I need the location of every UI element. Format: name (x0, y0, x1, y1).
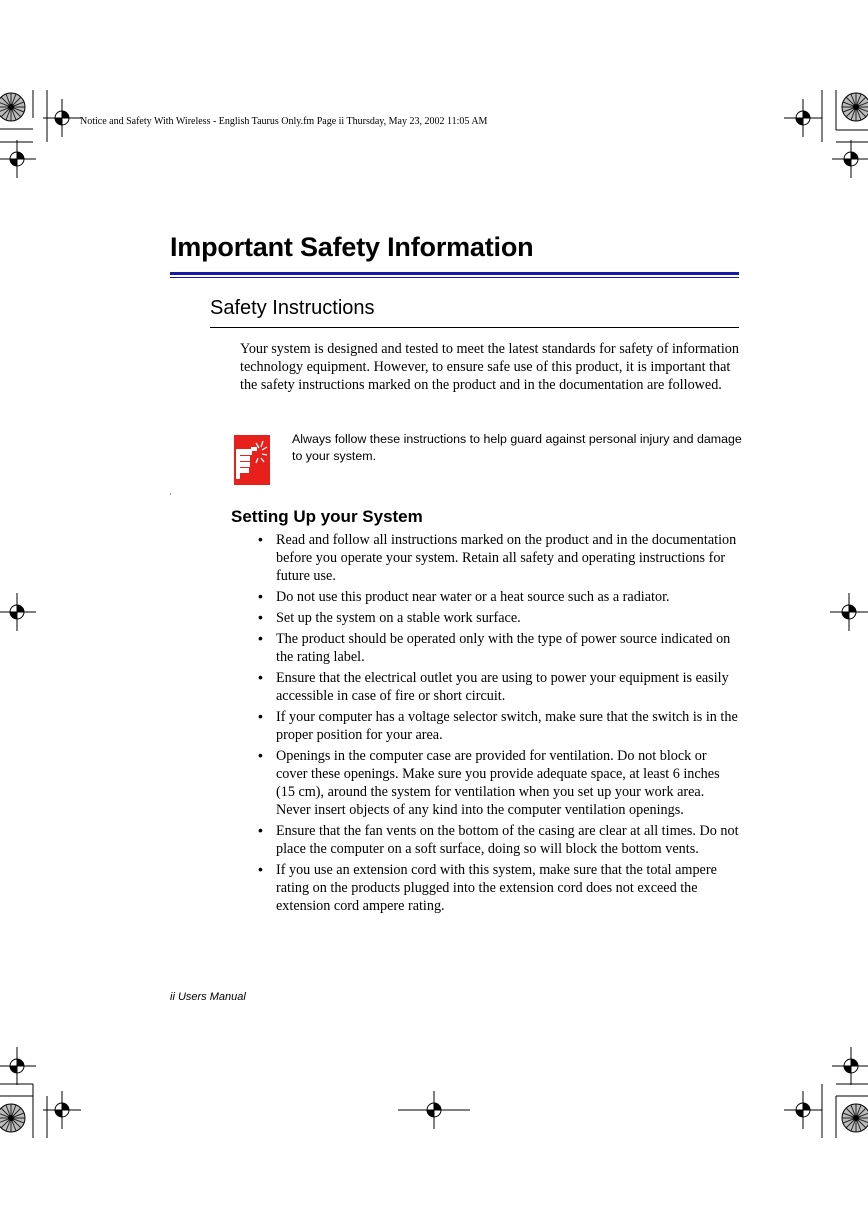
list-item: • Ensure that the electrical outlet you are using to power your equipment is easily accessible in case of fire or short circuit. (258, 669, 729, 704)
registration-sunburst-icon (842, 93, 868, 121)
title-rule-thick (170, 272, 739, 275)
registration-crosshair-icon (0, 593, 36, 631)
registration-sunburst-icon (0, 93, 25, 121)
bullet-icon: • (258, 822, 263, 838)
list-item: • Openings in the computer case are provided for ventilation. Do not block or cover these openings. Make sure you provide adequate space, at least 6 inches (15 cm), around the system for ventilation when you set up your work area. Never insert objects of any kind into the computer ventilation openings. (258, 747, 720, 818)
registration-sunburst-icon (842, 1104, 868, 1132)
hand-warning-icon (234, 435, 270, 485)
list-item: • If your computer has a voltage selector switch, make sure that the switch is in the proper position for your area. (258, 708, 738, 743)
bullet-icon: • (258, 669, 263, 685)
registration-crosshair-icon (0, 140, 36, 178)
bullet-icon: • (258, 588, 263, 604)
registration-crosshair-icon (784, 99, 822, 137)
page-title: Important Safety Information (170, 232, 534, 262)
list-item: • If you use an extension cord with this system, make sure that the total ampere rating on the products plugged into the extension cord does not exceed the extension cord ampere rating. (258, 861, 717, 914)
bullet-icon: • (258, 630, 263, 646)
bullet-icon: • (258, 531, 263, 547)
list-item: • Set up the system on a stable work surface. (258, 609, 521, 626)
section-rule (210, 327, 739, 328)
registration-sunburst-icon (0, 1104, 25, 1132)
registration-crosshair-icon (0, 1047, 36, 1085)
title-rule-thin (170, 277, 739, 278)
stray-mark (170, 493, 171, 495)
bullet-icon: • (258, 708, 263, 724)
subsection-title: Setting Up your System (231, 507, 423, 526)
warning-note: Always follow these instructions to help guard against personal injury and damage to your system. (292, 432, 742, 463)
list-item: • Ensure that the fan vents on the bottom of the casing are clear at all times. Do not place the computer on a soft surface, doing so will block the bottom vents. (258, 822, 739, 857)
safety-bullet-list (258, 531, 740, 918)
registration-crosshair-icon (43, 1091, 81, 1129)
registration-crosshair-icon (830, 593, 868, 631)
list-item: • Read and follow all instructions marked on the product and in the documentation before you operate your system. Retain all safety and operating instructions for future use. (258, 531, 737, 584)
bullet-icon: • (258, 861, 263, 877)
intro-paragraph: Your system is designed and tested to meet the latest standards for safety of information technology equipment. However, to ensure safe use of this product, it is important that the safety instructions marked on the product and in the documentation are followed. (240, 341, 739, 393)
list-item: • Do not use this product near water or a heat source such as a radiator. (258, 588, 670, 605)
registration-crosshair-icon (832, 140, 868, 178)
bullet-icon: • (258, 747, 263, 763)
registration-crosshair-icon (832, 1047, 868, 1085)
bullet-icon: • (258, 609, 263, 625)
list-item: • The product should be operated only with the type of power source indicated on the rating label. (258, 630, 731, 665)
registration-crosshair-icon (43, 99, 81, 137)
registration-crosshair-icon (784, 1091, 822, 1129)
page-footer: ii Users Manual (170, 991, 246, 1003)
section-title: Safety Instructions (210, 297, 375, 319)
print-slug: Notice and Safety With Wireless - English Taurus Only.fm Page ii Thursday, May 23, 2002 11:05 AM (80, 116, 488, 127)
